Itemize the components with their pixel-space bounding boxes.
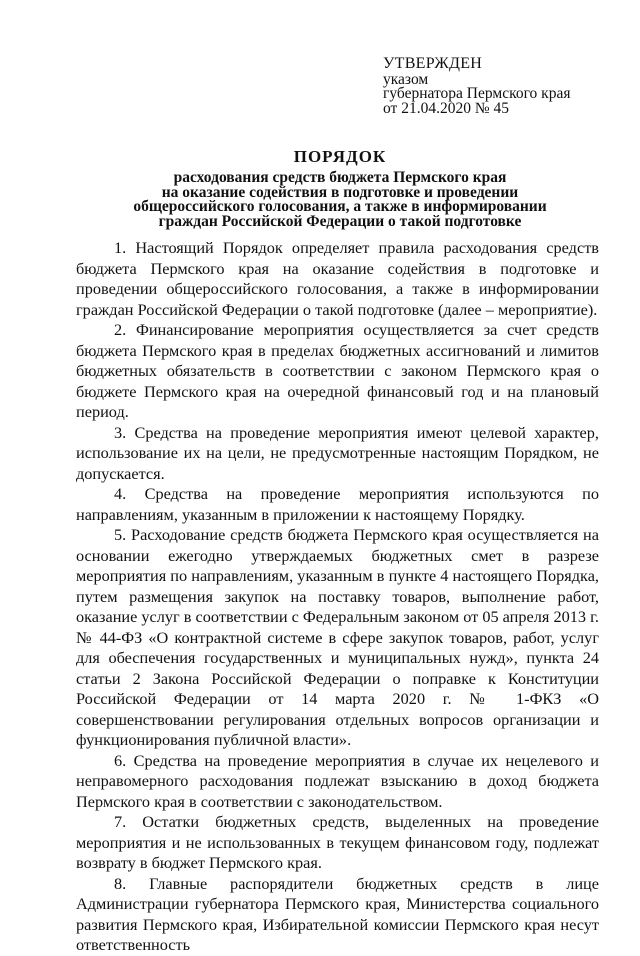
approval-heading: УТВЕРЖДЕН: [383, 55, 483, 72]
paragraph-1: 1. Настоящий Порядок определяет правила расходования средств бюджета Пермского края на оказание содействия в подготовке и проведении общероссийского голосования, а также в информировании граждан Российской Федерации о такой подготовке (далее – мероприятие).: [76, 238, 599, 319]
paragraph-4: 4. Средства на проведение мероприятия используются по направлениям, указанным в приложении к настоящему Порядку.: [76, 484, 599, 524]
paragraph-6: 6. Средства на проведение мероприятия в случае их нецелевого и неправомерного расходования подлежат взысканию в доход бюджета Пермского края в соответствии с законодательством.: [76, 750, 599, 811]
approval-line-2: губернатора Пермского края: [383, 85, 571, 102]
paragraph-3: 3. Средства на проведение мероприятия имеют целевой характер, использование их на цели, не предусмотренные настоящим Порядком, не допускается.: [76, 422, 599, 483]
title-main: ПОРЯДОК: [293, 147, 387, 166]
title-line-3: общероссийского голосования, а также в информировании: [133, 198, 547, 215]
approval-line-1: указом: [383, 70, 429, 88]
approval-line-3: от 21.04.2020 № 45: [383, 99, 509, 117]
paragraph-7: 7. Остатки бюджетных средств, выделенных на проведение мероприятия и не использованных в текущем финансовом году, подлежат возврату в бюджет Пермского края.: [76, 812, 599, 872]
approval-stamp: [383, 57, 613, 116]
document-title: [90, 147, 590, 229]
paragraph-8: 8. Главные распорядители бюджетных средств в лице Администрации губернатора Пермского края, Министерства социального развития Пермского края, Избирательной комиссии Пермского края несут ответственность: [76, 873, 599, 954]
title-line-1: расходования средств бюджета Пермского края: [173, 169, 507, 186]
paragraph-5: 5. Расходование средств бюджета Пермского края осуществляется на основании ежегодно утверждаемых бюджетных смет в разрезе мероприятия по направлениям, указанным в пункте 4 настоящего Порядка, путем размещения закупок на поставку товаров, выполнение работ, оказание услуг в соответствии с Федеральным законом от 05 апреля 2013 г. № 44-ФЗ «О контрактной системе в сфере закупок товаров, работ, услуг для обеспечения государственных и муниципальных нужд», пункта 24 статьи 2 Закона Российской Федерации о поправке к Конституции Российской Федерации от 14 марта 2020 г. № 1-ФКЗ «О совершенствовании регулирования отдельных вопросов организации и функционирования публичной власти».: [76, 525, 599, 749]
title-line-2: на оказание содействия в подготовке и проведении: [161, 183, 519, 201]
title-line-4: граждан Российской Федерации о такой подготовке: [158, 212, 522, 230]
paragraph-2: 2. Финансирование мероприятия осуществляется за счет средств бюджета Пермского края в пределах бюджетных ассигнований и лимитов бюджетных обязательств в соответствии с законом Пермского края о бюджете Пермского края на очередной финансовый год и на плановый период.: [76, 320, 599, 421]
document-body: [76, 238, 599, 956]
